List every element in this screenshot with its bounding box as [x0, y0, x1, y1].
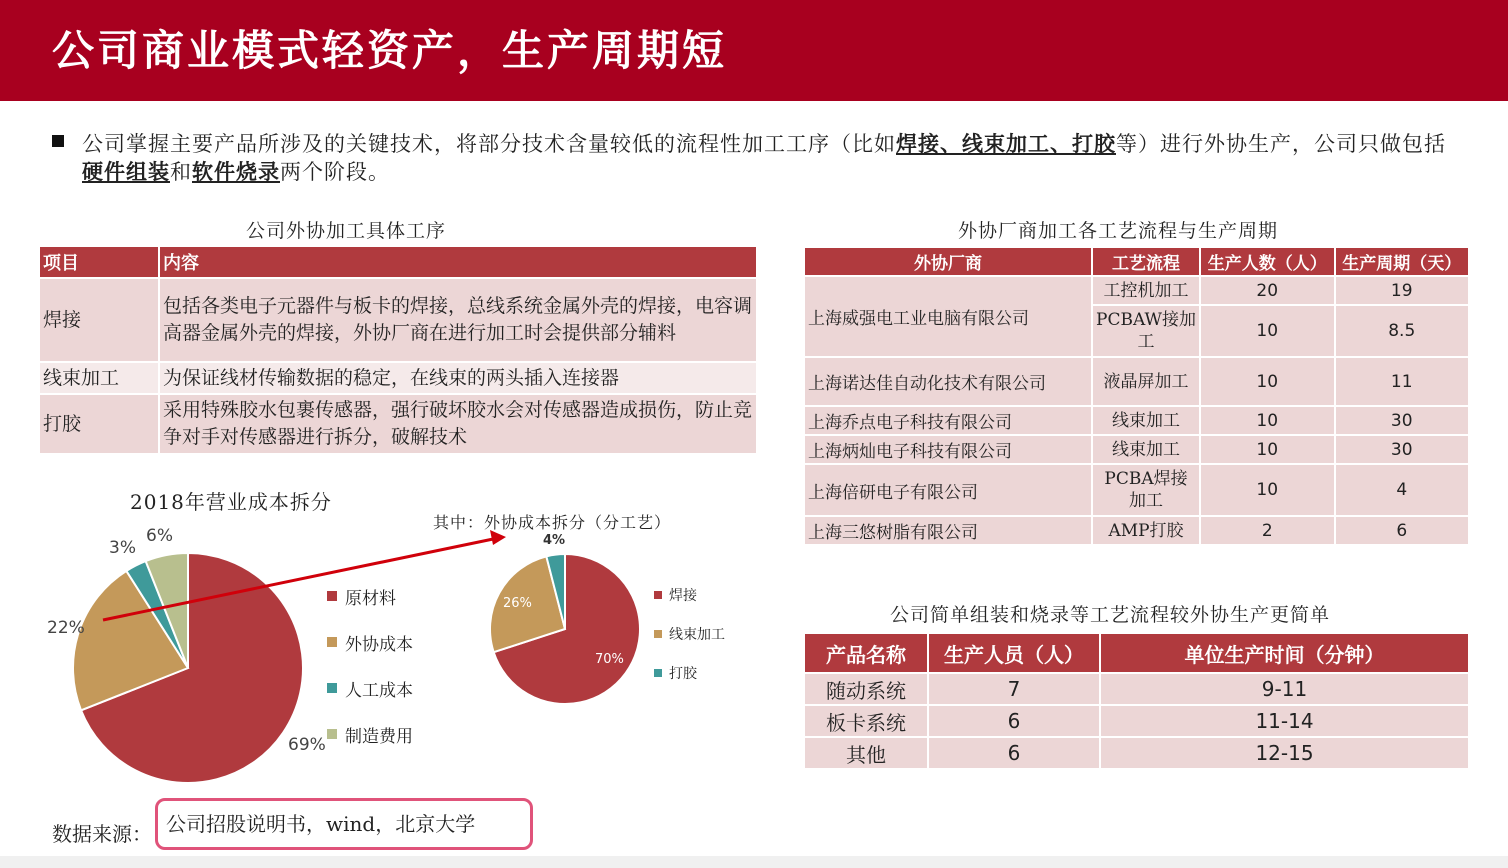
legend-item — [327, 676, 413, 701]
column-header: 内容 — [160, 247, 756, 277]
intro-emphasis-2: 硬件组装 — [82, 159, 170, 184]
legend-label: 线束加工 — [669, 627, 725, 643]
slice-label: 70% — [595, 652, 624, 667]
table-cell: 液晶屏加工 — [1093, 358, 1199, 405]
legend-label: 焊接 — [669, 588, 697, 604]
process-table-caption: 公司外协加工具体工序 — [246, 220, 447, 242]
column-header: 生产人员（人） — [929, 634, 1099, 672]
table-cell: 9-11 — [1101, 674, 1468, 704]
table-cell: 线束加工 — [1093, 436, 1199, 463]
table-cell: PCBAW接加工 — [1093, 306, 1199, 356]
source-text: 公司招股说明书，wind，北京大学 — [166, 812, 476, 836]
vendor-table-caption: 外协厂商加工各工艺流程与生产周期 — [958, 220, 1279, 242]
table-cell: 10 — [1201, 306, 1334, 356]
legend-swatch — [654, 669, 662, 677]
legend-item — [327, 722, 413, 747]
slice-label: 6% — [146, 526, 173, 546]
table-cell: 线束加工 — [1093, 407, 1199, 434]
table-cell: 10 — [1201, 465, 1334, 515]
intro-text-3: 和 — [170, 160, 192, 184]
slice-label: 3% — [109, 538, 136, 558]
main-pie-title: 2018年营业成本拆分 — [130, 490, 332, 514]
source-label: 数据来源： — [52, 822, 152, 846]
table-cell: 10 — [1201, 407, 1334, 434]
column-header: 单位生产时间（分钟） — [1101, 634, 1468, 672]
footer-strip — [0, 856, 1508, 868]
table-cell: 6 — [929, 738, 1099, 768]
column-header: 生产周期（天） — [1336, 248, 1469, 275]
table-cell: 打胶 — [40, 395, 158, 453]
table-cell: 其他 — [805, 738, 927, 768]
table-cell: 上海三悠树脂有限公司 — [805, 517, 1091, 544]
legend-item — [654, 663, 697, 683]
column-header: 外协厂商 — [805, 248, 1091, 275]
column-header: 项目 — [40, 247, 158, 277]
table-cell: 为保证线材传输数据的稳定，在线束的两头插入连接器 — [160, 363, 756, 393]
table-cell: 20 — [1201, 277, 1334, 304]
source-highlight-box — [155, 798, 533, 850]
column-header: 工艺流程 — [1093, 248, 1199, 275]
table-cell: 工控机加工 — [1093, 277, 1199, 304]
table-cell: 上海倍研电子有限公司 — [805, 465, 1091, 515]
table-cell: 采用特殊胶水包裹传感器，强行破坏胶水会对传感器造成损伤，防止竞争对手对传感器进行拆分，破解技术 — [160, 395, 756, 453]
table-cell: 30 — [1336, 407, 1469, 434]
table-cell: PCBA焊接加工 — [1093, 465, 1199, 515]
table-cell: 6 — [1336, 517, 1469, 544]
table-cell: 上海诺达佳自动化技术有限公司 — [805, 358, 1091, 405]
sub-pie-chart — [490, 554, 640, 704]
table-cell: AMP打胶 — [1093, 517, 1199, 544]
product-table-caption: 公司简单组装和烧录等工艺流程较外协生产更简单 — [890, 604, 1331, 626]
main-pie-chart — [73, 553, 303, 783]
slice-label: 26% — [503, 596, 532, 611]
arrow-head-icon — [490, 530, 506, 545]
table-cell: 上海威强电工业电脑有限公司 — [805, 277, 1091, 356]
slice-label: 4% — [543, 533, 566, 548]
page-title: 公司商业模式轻资产，生产周期短 — [52, 26, 728, 75]
table-cell: 10 — [1201, 436, 1334, 463]
intro-text-2: 等）进行外协生产，公司只做包括 — [1116, 132, 1446, 156]
table-cell: 12-15 — [1101, 738, 1468, 768]
table-cell: 4 — [1336, 465, 1469, 515]
table-cell: 上海炳灿电子科技有限公司 — [805, 436, 1091, 463]
legend-item — [654, 585, 697, 605]
legend-label: 制造费用 — [345, 727, 413, 747]
table-cell: 11-14 — [1101, 706, 1468, 736]
table-cell: 7 — [929, 674, 1099, 704]
legend-item — [654, 624, 725, 644]
legend-swatch — [654, 591, 662, 599]
table-cell: 上海乔点电子科技有限公司 — [805, 407, 1091, 434]
table-cell: 焊接 — [40, 279, 158, 361]
legend-swatch — [327, 683, 337, 693]
column-header: 产品名称 — [805, 634, 927, 672]
legend-item — [327, 630, 413, 655]
slice-label: 69% — [288, 735, 326, 755]
table-cell: 2 — [1201, 517, 1334, 544]
legend-swatch — [327, 729, 337, 739]
sub-pie-title: 其中：外协成本拆分（分工艺） — [433, 513, 672, 532]
legend-item — [327, 584, 396, 609]
legend-swatch — [654, 630, 662, 638]
slice-label: 22% — [47, 618, 85, 638]
table-cell: 包括各类电子元器件与板卡的焊接，总线系统金属外壳的焊接，电容调高器金属外壳的焊接，外协厂商在进行加工时会提供部分辅料 — [160, 279, 756, 361]
table-cell: 随动系统 — [805, 674, 927, 704]
column-header: 生产人数（人） — [1201, 248, 1334, 275]
table-cell: 板卡系统 — [805, 706, 927, 736]
table-cell: 10 — [1201, 358, 1334, 405]
legend-label: 外协成本 — [345, 635, 413, 655]
legend-label: 原材料 — [345, 589, 396, 609]
table-cell: 8.5 — [1336, 306, 1469, 356]
table-cell: 线束加工 — [40, 363, 158, 393]
table-cell: 11 — [1336, 358, 1469, 405]
intro-text-4: 两个阶段。 — [280, 160, 390, 184]
legend-swatch — [327, 637, 337, 647]
table-cell: 19 — [1336, 277, 1469, 304]
table-cell: 30 — [1336, 436, 1469, 463]
table-cell: 6 — [929, 706, 1099, 736]
legend-label: 打胶 — [669, 666, 697, 682]
legend-label: 人工成本 — [345, 681, 413, 701]
intro-text-1: 公司掌握主要产品所涉及的关键技术，将部分技术含量较低的流程性加工工序（比如 — [82, 132, 896, 156]
legend-swatch — [327, 591, 337, 601]
intro-emphasis-3: 软件烧录 — [192, 159, 280, 184]
intro-emphasis-1: 焊接、线束加工、打胶 — [896, 131, 1116, 156]
